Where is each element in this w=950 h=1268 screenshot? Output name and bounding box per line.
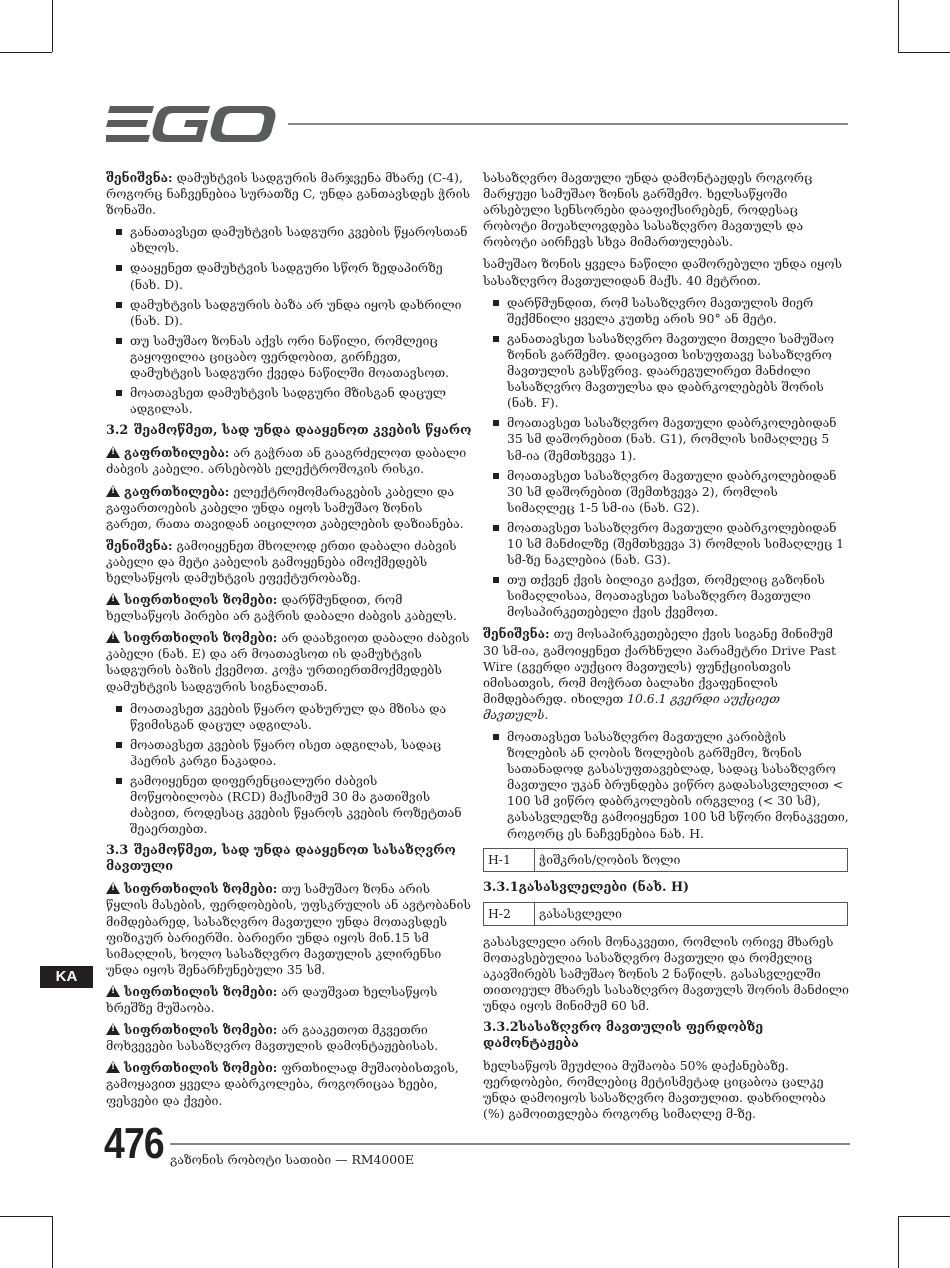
caution-paragraph: !სიფრთხილის ზომები: არ გააკეთოთ მკვეთრი მოხვევები სასაზღვრო მავთულის დამონტაჟებისას. <box>106 1022 472 1054</box>
warning-icon <box>106 1023 120 1035</box>
warning-icon <box>106 1061 120 1073</box>
caution-paragraph: !სიფრთხილის ზომები: დარწმუნდით, რომ ხელსაწყოს პირები არ გაჭრის დაბალი ძაბვის კაბელს. <box>106 592 472 624</box>
caution-paragraph: !სიფრთხილის ზომები: თუ სამუშაო ზონა არის წყლის მასების, ფერდობების, უფსკრულის ან ავტობანის მიმდებარედ, სასაზღვრო მავთული უნდა მოთავსდეს ფიზიკურ ბარიერში. ბარიერი უნდა იყოს მინ.15 სმ სიმაღლის, ხოლო სასაზღვრო მავთულის კლირენსი უნდა იყოს შენარჩუნებული 35 სმ. <box>106 881 472 978</box>
list-item: თუ სამუშაო ზონას აქვს ორი ნაწილი, რომლეიც გაყოფილია ციცაბო ფერდობით, გირჩევთ, დამუხტვის სადგური ქვედა ნაწილში მოათავსოთ. <box>106 333 472 381</box>
list-item: დააყენეთ დამუხტვის სადგური სწორ ზედაპირზე (ნახ. D). <box>106 260 472 292</box>
language-tab: KA <box>40 966 93 988</box>
note-paragraph: შენიშვნა: დამუხტვის სადგურის მარჯვენა მხარე (C-4), როგორც ნაჩვენებია სურათზე C, უნდა განთავსდეს ჭრის ზონაში. <box>106 170 471 218</box>
table-row <box>484 902 848 925</box>
paragraph: სამუშაო ზონის ყველა ნაწილი დაშორებული უნდა იყოს სასაზღვრო მავთულიდან მაქს. 40 მეტრით. <box>483 256 842 288</box>
crop-mark <box>0 1216 52 1217</box>
list-item: მოათავსეთ კვების წყარო დახურულ და მზისა და წვიმისგან დაცულ ადგილას. <box>106 701 472 733</box>
warning-paragraph: !გაფრთხილება: არ გაჭრათ ან გააგრძელოთ დაბალი ძაბვის კაბელი. არსებობს ელექტროშოკის რისკი. <box>106 445 472 477</box>
warning-icon <box>106 593 120 605</box>
list-item: თუ თქვენ ქვის ბილიკი გაქვთ, რომელიც გაზონის სიმაღლისაა, მოათავსეთ სასაზღვრო მავთული მოსაპირკეთებელი ქვის ქვემოთ. <box>483 572 849 620</box>
crop-mark <box>0 52 52 53</box>
crop-mark <box>52 1216 53 1268</box>
section-heading-3-3: 3.3 შეამოწმეთ, სად უნდა დააყენოთ სასაზღვრო მავთული <box>106 843 456 875</box>
caution-paragraph: !სიფრთხილის ზომები: არ დაუშვათ ხელსაწყოს ხრეშზე მუშაობა. <box>106 984 472 1016</box>
warning-icon <box>106 485 120 497</box>
list-item: მოათავსეთ სასაზღვრო მავთული დაბრკოლებიდან 30 სმ დაშორებით (შემთხვევა 2), რომლის სიმაღლეც 1-5 სმ-ია (ნახ. G2). <box>483 468 849 516</box>
list-item: მოათავსეთ კვების წყარო ისეთ ადგილას, სადაც ჰაერის კარგი ნაკადია. <box>106 737 472 769</box>
warning-icon <box>106 446 120 458</box>
bullet-list <box>483 729 849 842</box>
section-heading-3-2: 3.2 შეამოწმეთ, სად უნდა დააყენოთ კვების წყარო <box>106 423 472 439</box>
warning-paragraph: !გაფრთხილება: ელექტრომომარაგების კაბელი და გაფართოების კაბელი უნდა იყოს სამუშაო ზონის გარეთ, რათა თავიდან აიცილოთ კაბელების დაზიანება. <box>106 484 472 532</box>
note-paragraph: შენიშვნა: გამოიყენეთ მხოლოდ ერთი დაბალი ძაბვის კაბელი და მეტი კაბელის გამოყენება იმოქმედებს ხელსაწყოს დამუხტვის ეფექტურობაზე. <box>106 537 457 585</box>
paragraph: სასაზღვრო მავთული უნდა დამონტაჟდეს როგორც მარყუჟი სამუშაო ზონის გარშემო. ხელსაწყოში არსებული სენსორები დააფიქსირებენ, როდესაც რობოტი მიუახლოვდება სასაზღვრო მავთულს და რობოტი აირჩევს სხვა მიმართულებას. <box>483 170 813 250</box>
list-item: მოათავსეთ დამუხტვის სადგური მზისგან დაცულ ადგილას. <box>106 385 472 417</box>
footer-rule <box>170 1143 850 1145</box>
crop-mark <box>52 0 53 52</box>
list-item: გამოიყენეთ დიფერენციალური ძაბვის მოწყობილობა (RCD) მაქსიმუმ 30 მა გათიშვის ძაბვით, როდესაც კვების წყაროს კვების როზეტთან შეაერთებთ. <box>106 773 472 837</box>
crop-mark <box>898 1216 899 1268</box>
section-heading-3-3-2: 3.3.2სასაზღვრო მავთულის ფერდობზე დამონტაჟება <box>483 1020 764 1052</box>
list-item: განათავსეთ დამუხტვის სადგური კვების წყაროსთან ახლოს. <box>106 224 472 256</box>
list-item: დამუხტვის სადგურის ბაზა არ უნდა იყოს დახრილი (ნახ. D). <box>106 297 472 329</box>
footer-text: გაზონის რობოტი სათიბი — RM4000E <box>170 1152 415 1167</box>
list-item: მოათავსეთ სასაზღვრო მავთული დაბრკოლებიდან 35 სმ დაშორებით (ნახ. G1), რომლის სიმაღლეც 5 სმ-ია (შემთხვევა 1). <box>483 415 849 463</box>
note-paragraph: შენიშვნა: თუ მოსაპირკეთებელი ქვის სიგანე მინიმუმ 30 სმ-ია, გამოიყენეთ ქარხნული პარამეტრი Drive Past Wire (გვერდი აუქციო მავთულს) ფუნქციისთვის იმისათვის, რომ მოჭრათ ბალახი ქვაფენილის მიმდებარედ. იხილეთ 10.6.1 გვერდი აუქციეთ მავთულს. <box>483 626 836 722</box>
warning-icon <box>106 882 120 894</box>
crop-mark <box>898 1216 950 1217</box>
list-item: მოათავსეთ სასაზღვრო მავთული კარიბჭის ზოლების ან ღობის ზოლების გარშემო, ზონის სათანადოდ გასასუფთავებლად, სადაც სასაზღვრო მავთული უკან ბრუნდება ვიწრო გადასასვლელით < 100 სმ ვიწრო დაბრკოლების ირგვლივ (< 30 სმ), გასასვლელზე გამოიყენეთ 100 სმ სწორი მონაკვეთი, როგორც ეს ნაჩვენებია ნახ. H. <box>483 729 849 842</box>
header-rule <box>288 123 848 125</box>
ego-logo <box>106 104 276 144</box>
crop-mark <box>898 0 899 52</box>
right-column <box>483 170 849 1129</box>
caution-paragraph: !სიფრთხილის ზომები: არ დაახვიოთ დაბალი ძაბვის კაბელი (ნახ. E) და არ მოათავსოთ ის დამუხტვის სადგურის ბაზის ქვემოთ. კოჭა ურთიერთმოქმედებს დამუხტვის სადგურის სიგნალთან. <box>106 630 472 694</box>
table-cell-label: გასასვლელი <box>535 902 848 925</box>
warning-icon <box>106 631 120 643</box>
table-row <box>484 848 848 871</box>
list-item: მოათავსეთ სასაზღვრო მავთული დაბრკოლებიდან 10 სმ მანძილზე (შემთხვევა 3) რომლის სიმაღლეც 1 სმ-ზე ნაკლებია (ნახ. G3). <box>483 520 849 568</box>
legend-table-h2 <box>483 902 848 926</box>
bullet-list <box>483 295 849 621</box>
caution-paragraph: !სიფრთხილის ზომები: ფრთხილად მუშაობისთვის, გამოყავით ყველა დაბრკოლება, როგორიცაა ხეები, ფესვები და ქვები. <box>106 1060 472 1108</box>
crop-mark <box>898 52 950 53</box>
legend-table-h1 <box>483 848 848 872</box>
left-column <box>106 170 472 1115</box>
section-heading-3-3-1: 3.3.1გასასვლელები (ნახ. H) <box>483 879 690 895</box>
table-cell-code: H-1 <box>484 848 535 871</box>
table-cell-code: H-2 <box>484 902 535 925</box>
list-item: განათავსეთ სასაზღვრო მავთული მთელი სამუშაო ზონის გარშემო. დაიცავით სისუფთავე სასაზღვრო მავთულის გასწვრივ. დაარეგულირეთ მანძილი სასაზღვრო მავთულსა და დაბრკოლებებს შორის (ნახ. F). <box>483 331 849 411</box>
bullet-list <box>106 701 472 838</box>
table-cell-label: ჭიშკრის/ღობის ზოლი <box>535 848 848 871</box>
page-number: 476 <box>104 1119 164 1168</box>
list-item: დარწმუნდით, რომ სასაზღვრო მავთულის მიერ შექმნილი ყველა კუთხე არის 90° ან მეტი. <box>483 295 849 327</box>
bullet-list <box>106 224 472 417</box>
warning-icon <box>106 985 120 997</box>
paragraph: გასასვლელი არის მონაკვეთი, რომლის ორივე მხარეს მოთავსებულია სასაზღვრო მავთული და რომელიც აკავშირებს სამუშაო ზონის 2 ნაწილს. გასასვლელში თითოეულ მხარეს სასაზღვრო მავთულს შორის მანძილი უნდა იყოს მინიმუმ 60 სმ. <box>483 933 849 1014</box>
paragraph: ხელსაწყოს შეუძლია მუშაობა 50% დაქანებაზე. ფერდობები, რომლებიც მეტისმეტად ციცაბოა ცალკე უნდა დამოიყოს სასაზღვრო მავთულით. დახრილობა (%) გამოითვლება როგორც სიმაღლე მ-ზე. <box>483 1058 826 1122</box>
